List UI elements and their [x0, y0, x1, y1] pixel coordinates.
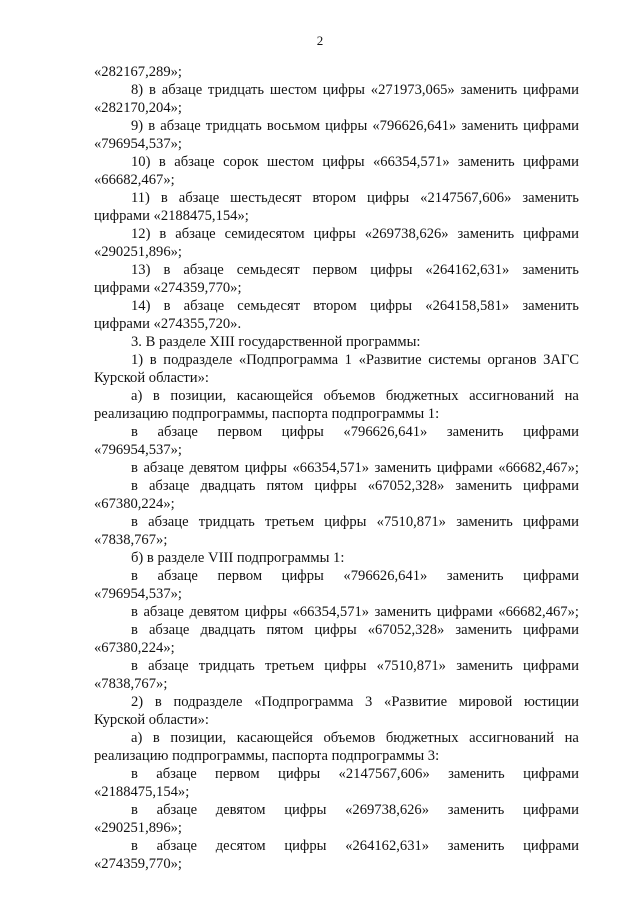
word: цифрами — [523, 622, 579, 638]
word: цифрами — [523, 478, 579, 494]
word: в — [131, 478, 138, 494]
word: на — [564, 730, 579, 746]
word: в — [154, 694, 162, 710]
word: «66354,571» — [292, 604, 370, 620]
word: в — [148, 118, 156, 134]
word: цифрами — [523, 766, 579, 782]
word: девятом — [189, 604, 240, 620]
word: а) — [131, 730, 143, 746]
word: бюджетных — [385, 388, 459, 404]
word: абзаце — [157, 568, 198, 584]
word: пятом — [266, 478, 304, 494]
word: в — [131, 622, 138, 638]
word: цифры — [284, 838, 327, 854]
word: тридцать — [198, 514, 255, 530]
word: двадцать — [200, 478, 256, 494]
text-line: Курской области»: — [94, 370, 209, 386]
word: заменить — [455, 622, 512, 638]
text-line: «282167,289»; — [94, 64, 182, 80]
word: цифры — [284, 802, 327, 818]
word: 14) — [131, 298, 151, 314]
word: в — [158, 154, 166, 170]
word: в — [152, 388, 160, 404]
word: «Подпрограмма — [238, 352, 339, 368]
word: в — [163, 262, 171, 278]
text-line — [94, 567, 579, 585]
word: «2147567,606» — [420, 190, 512, 206]
word: заменить — [522, 190, 579, 206]
word: 1 — [344, 352, 352, 368]
text-line — [94, 621, 579, 639]
word: цифры — [314, 478, 357, 494]
word: заменить — [374, 604, 432, 620]
word: в — [149, 352, 157, 368]
word: заменить — [446, 424, 504, 440]
text-line — [94, 153, 579, 171]
word: тридцать — [208, 82, 265, 98]
word: на — [564, 388, 579, 404]
word: цифрами — [523, 118, 579, 134]
word: цифрами — [436, 460, 493, 476]
word: абзаце — [148, 478, 190, 494]
word: «67052,328» — [367, 478, 445, 494]
text-line: «67380,224»; — [94, 496, 175, 512]
word: касающейся — [236, 730, 313, 746]
text-line: 3. В разделе XIII государственной программы: — [131, 334, 421, 350]
word: «271973,065» — [370, 82, 455, 98]
word: 2) — [131, 694, 144, 710]
word: абзаце — [183, 262, 224, 278]
text-line — [94, 297, 579, 315]
word: тридцать — [205, 118, 262, 134]
word: заменить — [458, 154, 515, 170]
word: цифрами — [523, 226, 579, 242]
text-line — [94, 117, 579, 135]
word: первом — [217, 568, 263, 584]
text-line: б) в разделе VIII подпрограммы 1: — [131, 550, 345, 566]
text-line: цифрами «2188475,154»; — [94, 208, 249, 224]
word: цифры — [367, 190, 410, 206]
text-line — [94, 837, 579, 855]
text-line: «290251,896»; — [94, 820, 182, 836]
text-line — [94, 513, 579, 531]
word: в — [131, 514, 138, 530]
word: органов — [487, 352, 537, 368]
word: первом — [217, 424, 263, 440]
word: тридцать — [198, 658, 255, 674]
word: а) — [131, 388, 143, 404]
word: цифры — [324, 658, 367, 674]
text-line — [94, 387, 579, 405]
text-line — [94, 423, 579, 441]
word: в — [131, 460, 138, 476]
word: в — [149, 82, 156, 98]
word: заменить — [446, 568, 504, 584]
text-line — [94, 225, 579, 243]
word: абзаце — [156, 766, 197, 782]
document-body — [94, 63, 579, 873]
word: сорок — [223, 154, 259, 170]
word: семидесятом — [224, 226, 305, 242]
word: «7510,871» — [376, 514, 446, 530]
text-line — [94, 603, 579, 621]
word: «66354,571» — [292, 460, 370, 476]
word: «264158,581» — [425, 298, 510, 314]
text-line: «2188475,154»; — [94, 784, 190, 800]
text-line — [94, 765, 579, 783]
word: абзаце — [148, 514, 189, 530]
word: втором — [312, 190, 357, 206]
word: заменить — [448, 766, 505, 782]
word: абзаце — [143, 460, 184, 476]
word: ассигнований — [469, 388, 555, 404]
word: цифры — [244, 604, 287, 620]
word: 13) — [131, 262, 151, 278]
word: в — [131, 838, 138, 854]
word: «7510,871» — [376, 658, 446, 674]
word: первом — [215, 766, 260, 782]
word: заменить — [522, 298, 579, 314]
word: «Развитие — [358, 352, 422, 368]
word: юстиции — [523, 694, 579, 710]
text-line — [94, 657, 579, 675]
word: позиции, — [170, 388, 227, 404]
word: 1) — [131, 352, 144, 368]
word: цифры — [322, 154, 365, 170]
text-line — [94, 801, 579, 819]
text-line: реализацию подпрограммы, паспорта подпрограммы 1: — [94, 406, 440, 422]
word: мировой — [458, 694, 513, 710]
word: цифрами — [523, 154, 579, 170]
text-line: Курской области»: — [94, 712, 209, 728]
word: касающейся — [236, 388, 313, 404]
word: абзаце — [148, 622, 190, 638]
word: абзаце — [175, 226, 216, 242]
word: заменить — [447, 802, 505, 818]
word: девятом — [189, 460, 240, 476]
word: объемов — [323, 730, 376, 746]
word: цифры — [313, 226, 356, 242]
word: системы — [428, 352, 481, 368]
word: цифры — [278, 766, 321, 782]
word: подразделе — [163, 352, 233, 368]
word: «67052,328» — [367, 622, 445, 638]
word: «269738,626» — [345, 802, 430, 818]
text-line: «796954,537»; — [94, 586, 182, 602]
word: первом — [312, 262, 358, 278]
word: позиции, — [170, 730, 227, 746]
page-number: 2 — [316, 33, 324, 48]
word: заменить — [374, 460, 432, 476]
word: бюджетных — [385, 730, 459, 746]
word: «269738,626» — [364, 226, 449, 242]
text-line: «66682,467»; — [94, 172, 175, 188]
word: заменить — [457, 226, 515, 242]
word: цифры — [324, 514, 367, 530]
word: абзаце — [160, 118, 201, 134]
word: в — [131, 568, 138, 584]
word: «66354,571» — [373, 154, 450, 170]
word: заменить — [461, 118, 518, 134]
word: цифры — [370, 262, 413, 278]
word: цифрами — [436, 604, 493, 620]
word: в — [131, 658, 138, 674]
text-line: «796954,537»; — [94, 136, 182, 152]
word: цифрами — [523, 424, 579, 440]
word: 3 — [365, 694, 373, 710]
word: заменить — [447, 838, 505, 854]
word: в — [131, 766, 138, 782]
word: цифры — [369, 298, 413, 314]
word: в — [163, 298, 171, 314]
word: цифры — [325, 118, 368, 134]
word: абзаце — [156, 802, 198, 818]
word: 8) — [131, 82, 144, 98]
text-line: «7838,767»; — [94, 532, 168, 548]
text-line — [94, 261, 579, 279]
word: 12) — [131, 226, 151, 242]
text-line: «7838,767»; — [94, 676, 168, 692]
word: абзаце — [174, 154, 215, 170]
text-line — [94, 693, 579, 711]
word: цифры — [281, 424, 324, 440]
word: «66682,467»; — [498, 604, 579, 620]
text-line — [94, 459, 579, 477]
word: «2147567,606» — [338, 766, 430, 782]
word: шестом — [269, 82, 317, 98]
word: цифрами — [523, 82, 579, 98]
word: цифры — [244, 460, 287, 476]
word: втором — [313, 298, 357, 314]
word: цифры — [281, 568, 324, 584]
word: цифрами — [523, 568, 579, 584]
text-line — [94, 189, 579, 207]
word: пятом — [266, 622, 304, 638]
text-line — [94, 477, 579, 495]
word: заменить — [522, 262, 579, 278]
word: цифрами — [523, 658, 579, 674]
text-line: «282170,204»; — [94, 100, 182, 116]
word: третьем — [264, 658, 315, 674]
text-line: «796954,537»; — [94, 442, 182, 458]
word: 11) — [131, 190, 150, 206]
word: подразделе — [173, 694, 243, 710]
word: девятом — [215, 802, 266, 818]
word: абзаце — [143, 604, 184, 620]
word: шестьдесят — [230, 190, 302, 206]
word: абзаце — [156, 838, 198, 854]
text-line: реализацию подпрограммы, паспорта подпрограммы 3: — [94, 748, 440, 764]
word: 9) — [131, 118, 144, 134]
text-line — [94, 81, 579, 99]
word: заменить — [460, 82, 518, 98]
word: в — [131, 802, 138, 818]
text-line: «290251,896»; — [94, 244, 182, 260]
word: в — [159, 226, 167, 242]
word: цифры — [322, 82, 365, 98]
word: цифры — [314, 622, 357, 638]
word: «Развитие — [384, 694, 448, 710]
word: «796626,641» — [343, 568, 428, 584]
word: в — [152, 730, 160, 746]
word: восьмом — [266, 118, 320, 134]
word: в — [131, 424, 138, 440]
text-line: цифрами «274355,720». — [94, 316, 242, 332]
word: цифрами — [523, 802, 579, 818]
text-line: «274359,770»; — [94, 856, 182, 872]
word: шестом — [266, 154, 314, 170]
text-line: «67380,224»; — [94, 640, 175, 656]
word: абзаце — [157, 424, 198, 440]
word: абзаце — [178, 190, 220, 206]
word: семьдесят — [236, 262, 300, 278]
word: «264162,631» — [345, 838, 430, 854]
text-line: цифрами «274359,770»; — [94, 280, 242, 296]
word: абзаце — [161, 82, 203, 98]
word: третьем — [264, 514, 315, 530]
word: в — [160, 190, 168, 206]
word: двадцать — [200, 622, 256, 638]
word: в — [131, 604, 138, 620]
word: цифрами — [523, 514, 579, 530]
text-line — [94, 351, 579, 369]
word: объемов — [323, 388, 376, 404]
word: заменить — [455, 478, 512, 494]
text-line — [94, 729, 579, 747]
word: 10) — [131, 154, 151, 170]
word: цифрами — [523, 838, 579, 854]
word: «Подпрограмма — [254, 694, 354, 710]
word: «264162,631» — [425, 262, 510, 278]
word: абзаце — [183, 298, 225, 314]
word: семьдесят — [237, 298, 301, 314]
word: ЗАГС — [543, 352, 579, 368]
word: «66682,467»; — [498, 460, 579, 476]
word: «796626,641» — [372, 118, 457, 134]
word: «796626,641» — [343, 424, 428, 440]
word: абзаце — [148, 658, 189, 674]
word: десятом — [215, 838, 266, 854]
word: ассигнований — [469, 730, 555, 746]
word: заменить — [456, 658, 513, 674]
word: заменить — [456, 514, 513, 530]
